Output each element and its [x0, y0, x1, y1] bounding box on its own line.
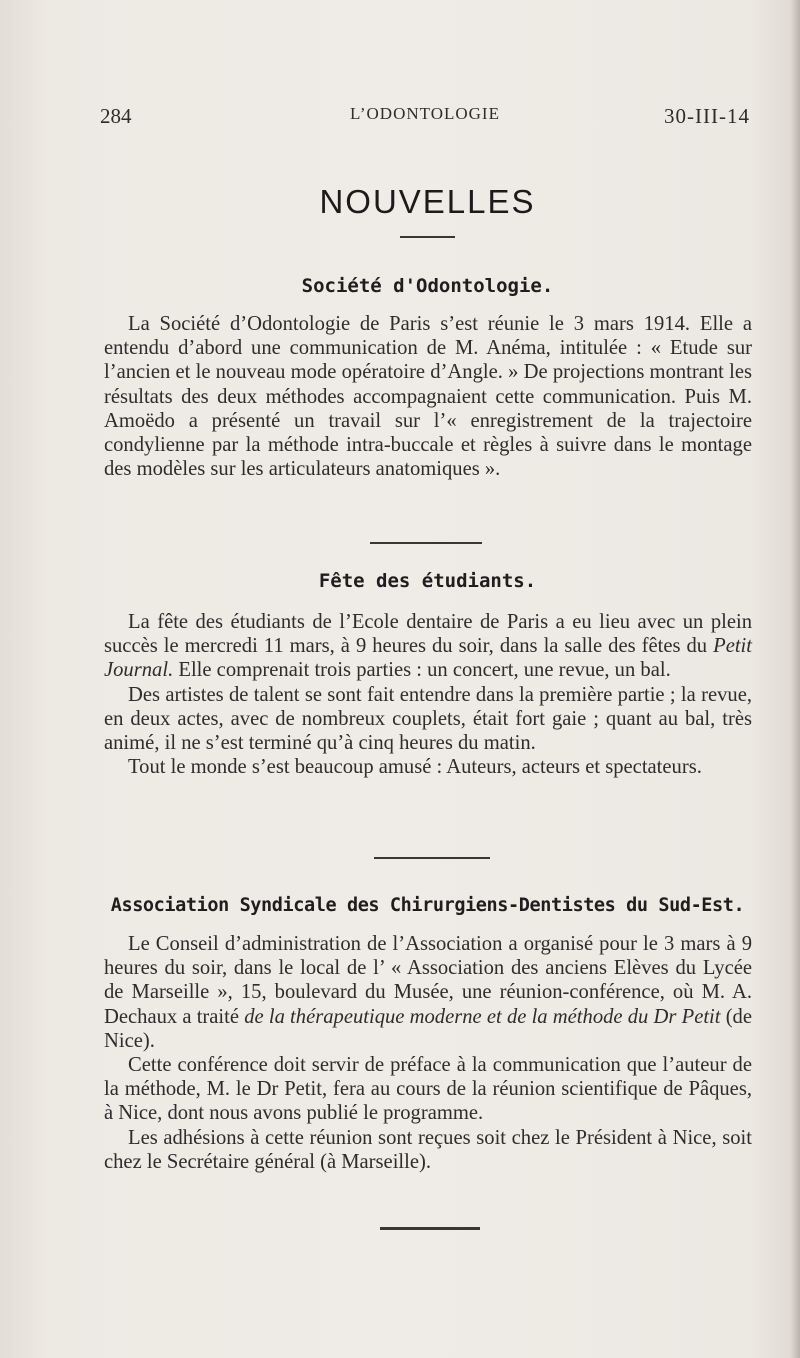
paragraph: Les adhésions à cette réunion sont reçues soit chez le Président à Nice, soit chez le Secrétaire général (à Marseille).: [104, 1126, 752, 1173]
running-head: [100, 104, 750, 134]
section-heading-societe: Société d'Odontologie.: [301, 275, 554, 297]
section-rule-1: [370, 542, 482, 544]
section-body-societe: [104, 312, 752, 481]
section-heading-fete: Fête des étudiants.: [318, 570, 537, 592]
italic-title: Petit Journal.: [104, 635, 752, 682]
section-body-association: [104, 932, 752, 1174]
paragraph: Tout le monde s’est beaucoup amusé : Auteurs, acteurs et spectateurs.: [128, 756, 702, 779]
section-heading-association: Association Syndicale des Chirurgiens-Dentistes du Sud-Est.: [110, 895, 745, 916]
section-rule-2: [374, 857, 490, 859]
paragraph: Cette conférence doit servir de préface à la communication que l’auteur de la méthode, M. le Dr Petit, fera au cours de la réunion scientifique de Pâques, à Nice, dont nous avons publié le programme.: [104, 1054, 752, 1125]
paragraph: La Société d’Odontologie de Paris s’est réunie le 3 mars 1914. Elle a entendu d’abord une communication de M. Anéma, intitulée : « Etude sur l’ancien et le nouveau mode opératoire d’Angle. » De projections montrant les résultats des deux méthodes accompagnaient cette communication. Puis M. Amoëdo a présenté un travail sur l’« enregistrement de la trajectoire condylienne par la méthode intra-buccale et règles à suivre dans le montage des modèles sur les articulateurs anatomiques ».: [104, 313, 752, 481]
paragraph: Le Conseil d’administration de l’Association a organisé pour le 3 mars à 9 heures du soir, dans le local de l’ « Association des anciens Elèves du Lycée de Marseille », 15, boulevard du Musée, une réunion-conférence, où M. A. Dechaux a traité de la thérapeutique moderne et de la méthode du Dr Petit (de Nice).: [104, 933, 752, 1052]
page-number: 284: [100, 104, 132, 128]
paragraph: Des artistes de talent se sont fait entendre dans la première partie ; la revue, en deux actes, avec de nombreux couplets, était fort gaie ; quant au bal, très animé, il ne s’est terminé qu’à cinq heures du matin.: [104, 683, 752, 755]
page-title: NOUVELLES: [319, 183, 536, 220]
issue-date: 30-III-14: [664, 104, 750, 128]
title-rule: [400, 236, 455, 238]
italic-title: de la thérapeutique moderne et de la méthode du Dr Petit: [244, 1005, 721, 1028]
section-rule-3: [380, 1227, 480, 1230]
paragraph: La fête des étudiants de l’Ecole dentaire de Paris a eu lieu avec un plein succès le mercredi 11 mars, à 9 heures du soir, dans la salle des fêtes du Petit Journal. Elle comprenait trois parties : un concert, une revue, un bal.: [104, 611, 752, 682]
section-body-fete: [104, 610, 752, 779]
journal-title: L’ODONTOLOGIE: [350, 104, 500, 123]
